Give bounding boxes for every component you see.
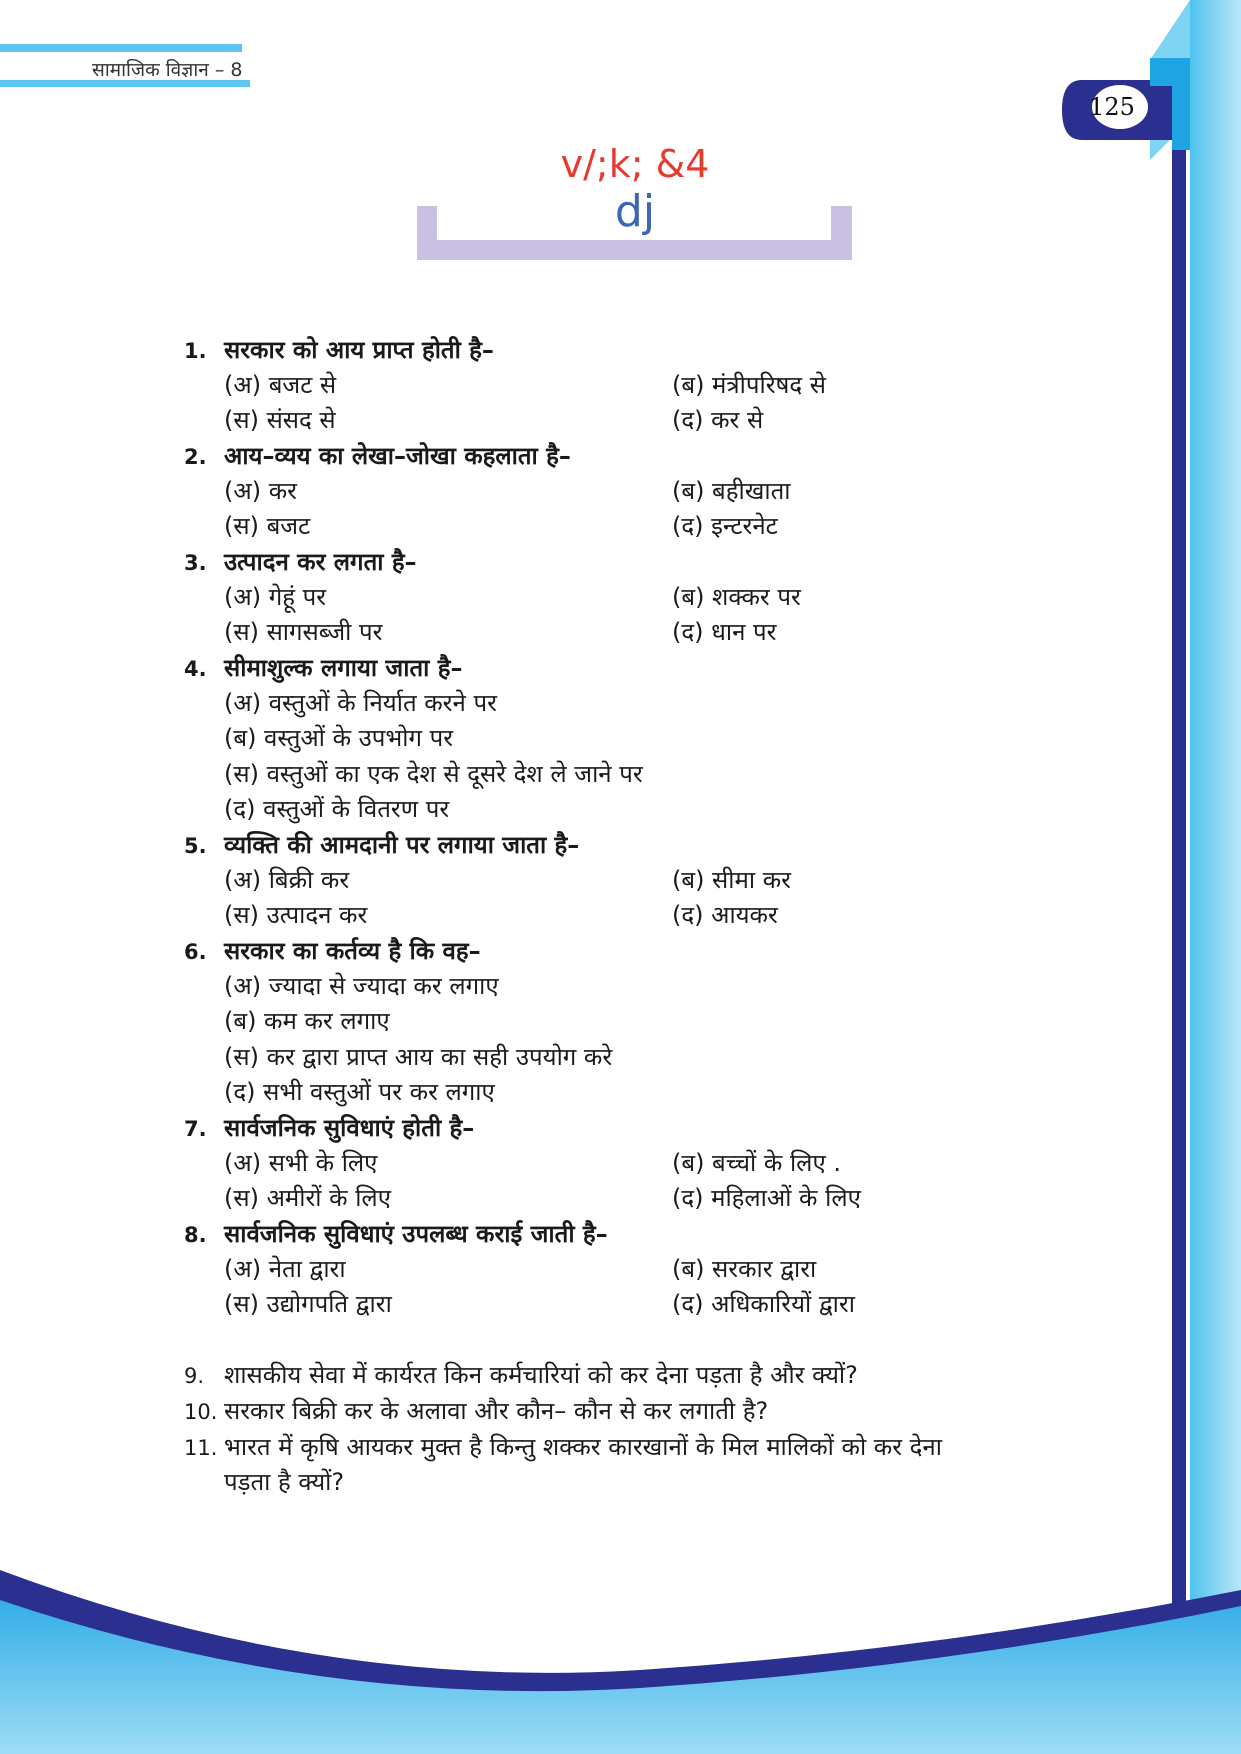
chapter-title-line1: v/;k; &4: [560, 142, 710, 186]
side-bar: [1190, 0, 1241, 1754]
option: (अ) सभी के लिए: [224, 1149, 378, 1177]
option: (ब) मंत्रीपरिषद से: [672, 371, 827, 399]
question-8: 8. सार्वजनिक सुविधाएं उपलब्ध कराई जाती है–: [184, 1220, 608, 1248]
option: (अ) बजट से: [224, 371, 337, 399]
option: (द) सभी वस्तुओं पर कर लगाए: [224, 1078, 495, 1106]
option: (द) अधिकारियों द्वारा: [672, 1290, 855, 1318]
option: (अ) गेहूं पर: [224, 583, 327, 611]
question-7: 7. सार्वजनिक सुविधाएं होती है–: [184, 1114, 475, 1142]
option: (स) वस्तुओं का एक देश से दूसरे देश ले जाने पर: [224, 760, 643, 788]
option: (ब) सीमा कर: [672, 866, 791, 894]
option: (स) सागसब्जी पर: [224, 618, 383, 646]
question-11-continued: पड़ता है क्यों?: [224, 1468, 345, 1496]
option: (द) महिलाओं के लिए: [672, 1184, 861, 1212]
bottom-wave: [0, 1585, 1241, 1754]
option: (द) इन्टरनेट: [672, 512, 778, 540]
subject-header: सामाजिक विज्ञान – 8: [92, 59, 243, 81]
option: (अ) ज्यादा से ज्यादा कर लगाए: [224, 972, 499, 1000]
option: (द) धान पर: [672, 618, 777, 646]
question-10: 10. सरकार बिक्री कर के अलावा और कौन– कौन से कर लगाती है?: [184, 1397, 769, 1425]
question-6: 6. सरकार का कर्तव्य है कि वह–: [184, 937, 481, 965]
chapter-title-line2: dj: [614, 186, 656, 237]
option: (द) आयकर: [672, 901, 778, 929]
option: (ब) बच्चों के लिए .: [672, 1149, 841, 1177]
page-number: 125: [1089, 93, 1135, 121]
option: (अ) नेता द्वारा: [224, 1255, 346, 1283]
option: (ब) शक्कर पर: [672, 583, 801, 611]
question-2: 2. आय–व्यय का लेखा–जोखा कहलाता है–: [184, 442, 571, 470]
question-9: 9. शासकीय सेवा में कार्यरत किन कर्मचारियां को कर देना पड़ता है और क्यों?: [184, 1361, 858, 1389]
question-11: 11. भारत में कृषि आयकर मुक्त है किन्तु शक्कर कारखानों के मिल मालिकों को कर देना: [184, 1433, 942, 1461]
question-1: 1. सरकार को आय प्राप्त होती है–: [184, 336, 494, 364]
option: (द) कर से: [672, 406, 764, 434]
question-3: 3. उत्पादन कर लगता है–: [184, 548, 417, 576]
option: (ब) सरकार द्वारा: [672, 1255, 817, 1283]
option: (स) उद्योगपति द्वारा: [224, 1290, 392, 1318]
header-stripe: [0, 44, 242, 52]
option: (स) अमीरों के लिए: [224, 1184, 391, 1212]
option: (ब) वस्तुओं के उपभोग पर: [224, 724, 454, 752]
option: (द) वस्तुओं के वितरण पर: [224, 795, 450, 823]
option: (अ) वस्तुओं के निर्यात करने पर: [224, 689, 497, 717]
option: (ब) बहीखाता: [672, 477, 791, 505]
side-line: [1172, 60, 1186, 1610]
option: (स) कर द्वारा प्राप्त आय का सही उपयोग करे: [224, 1043, 613, 1071]
option: (स) संसद से: [224, 406, 336, 434]
option: (अ) कर: [224, 477, 297, 505]
option: (स) उत्पादन कर: [224, 901, 368, 929]
question-5: 5. व्यक्ति की आमदानी पर लगाया जाता है–: [184, 831, 580, 859]
question-4: 4. सीमाशुल्क लगाया जाता है–: [184, 654, 463, 682]
option: (ब) कम कर लगाए: [224, 1007, 390, 1035]
option: (स) बजट: [224, 512, 311, 540]
option: (अ) बिक्री कर: [224, 866, 350, 894]
